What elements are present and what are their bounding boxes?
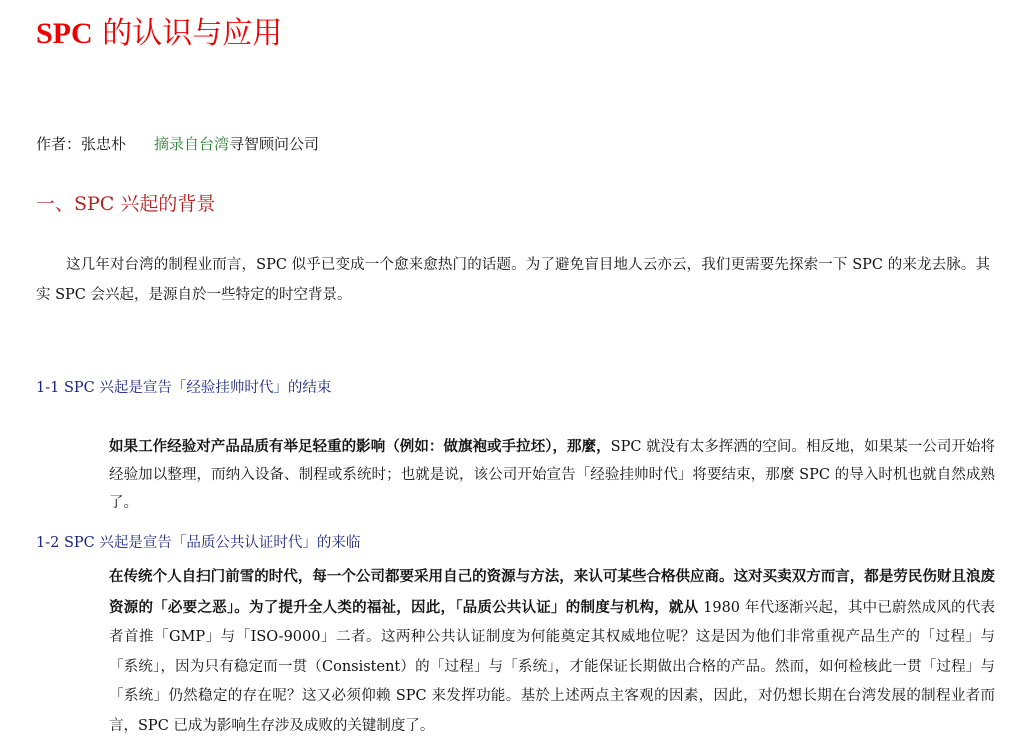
source-text: 寻智顾问公司 (229, 135, 320, 153)
source-link[interactable]: 摘录自台湾 (154, 135, 230, 153)
page-title-latin: SPC (36, 17, 93, 50)
author-line (36, 133, 319, 155)
subsection-paragraph-1-2-bold: 在传统个人自扫门前雪的时代，每一个公司都要采用自己的资源与方法，来认可某些合格供应商。这对买卖双方而言，都是劳民伤财且浪废资源的「必要之恶」。为了提升全人类的福祉，因此，「品质公共认证」的制度与机构，就从 (109, 568, 995, 616)
author-label: 作者：张忠朴 (36, 135, 127, 153)
subsection-paragraph-1-1-bold: 如果工作经验对产品品质有举足轻重的影响（例如：做旗袍或手拉坯），那麼， (109, 438, 611, 455)
intro-paragraph: 这几年对台湾的制程业而言，SPC 似乎已变成一个愈来愈热门的话题。为了避免盲目地人云亦云，我们更需要先探索一下 SPC 的来龙去脉。其实 SPC 会兴起，是源自於一些特定的时空背景。 (36, 257, 990, 303)
subsection-heading-1-1: 1-1 SPC 兴起是宣告「经验挂帅时代」的结束 (36, 380, 332, 396)
subsection-paragraph-1-1 (109, 433, 995, 517)
subsection-heading-1-2: 1-2 SPC 兴起是宣告「品质公共认证时代」的来临 (36, 535, 361, 551)
page-title-cjk: 的认识与应用 (92, 16, 283, 51)
subsection-paragraph-1-2-rest: 1980 年代逐渐兴起，其中已蔚然成风的代表者首推「GMP」与「ISO-9000」二者。这两种公共认证制度为何能奠定其权威地位呢？这是因为他们非常重视产品生产的「过程」与「系统」，因为只有稳定而一贯（Consistent）的「过程」与「系统」，才能保证长期做出合格的产品。然而，如何检核此一贯「过程」与「系统」仍然稳定的存在呢？这又必须仰赖 SPC 来发挥功能。基於上述两点主客观的因素，因此，对仍想长期在台湾发展的制程业者而言，SPC 已成为影响生存涉及成败的关键制度了。 (109, 599, 995, 734)
section-heading: 一、SPC 兴起的背景 (36, 193, 216, 215)
subsection-paragraph-1-2 (109, 562, 995, 741)
page-title (36, 14, 282, 54)
subsection-paragraph-1-1-rest: SPC 就没有太多挥洒的空间。相反地，如果某一公司开始将经验加以整理，而纳入设备、制程或系统时；也就是说，该公司开始宣告「经验挂帅时代」将要结束，那麼 SPC 的导入时机也就自然成熟了。 (109, 439, 995, 511)
